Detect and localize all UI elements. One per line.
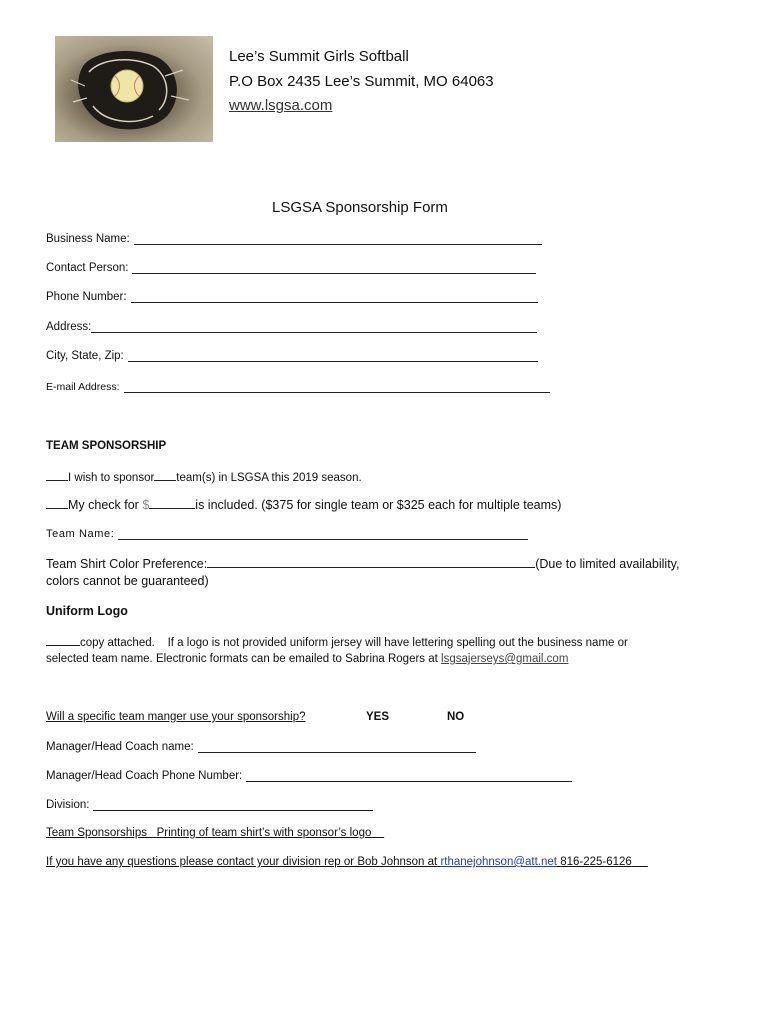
contact-person-line[interactable]: [132, 261, 536, 274]
business-name-field[interactable]: [46, 232, 542, 245]
division-line[interactable]: [93, 798, 373, 811]
contact-phone: 816-225-6126: [560, 856, 632, 868]
team-name-field[interactable]: [46, 527, 528, 540]
manager-question: Will a specific team manger use your sponsorship?: [46, 711, 306, 723]
website-link[interactable]: www.lsgsa.com: [229, 97, 333, 114]
uniform-logo-note: If a logo is not provided uniform jersey will have lettering spelling out the business name or: [167, 637, 628, 649]
contact-person-field[interactable]: [46, 261, 536, 274]
division-field[interactable]: [46, 798, 373, 811]
team-name-line[interactable]: [118, 527, 528, 540]
phone-number-field[interactable]: [46, 290, 538, 303]
form-title: LSGSA Sponsorship Form: [272, 199, 448, 216]
email-address-label: E-mail Address:: [46, 381, 120, 393]
city-state-zip-label: City, State, Zip:: [46, 350, 124, 362]
org-name: Lee’s Summit Girls Softball: [229, 48, 409, 65]
contact-email-link[interactable]: rthanejohnson@att.net: [440, 856, 557, 868]
manager-name-label: Manager/Head Coach name:: [46, 741, 194, 753]
team-sponsorships-line: [46, 827, 384, 839]
phone-number-label: Phone Number:: [46, 291, 127, 303]
uniform-logo-line-2-text: selected team name. Electronic formats can be emailed to Sabrina Rogers at: [46, 653, 438, 665]
sponsor-teams-line: [46, 469, 362, 484]
manager-name-field[interactable]: [46, 740, 476, 753]
shirt-color-line[interactable]: [207, 556, 535, 568]
address-field[interactable]: [46, 320, 537, 333]
shirt-color-field[interactable]: [46, 556, 679, 571]
copy-attached-blank[interactable]: [46, 634, 80, 646]
sponsor-text-1: I wish to sponsor: [68, 472, 155, 484]
check-amount-blank[interactable]: [149, 497, 195, 509]
softball-glove-icon: [55, 36, 213, 142]
shirt-color-note-2: colors cannot be guaranteed): [46, 574, 209, 588]
sponsor-text-2: team(s) in LSGSA this 2019 season.: [176, 472, 362, 484]
check-text-1: My check for: [68, 498, 139, 512]
sponsor-check-blank[interactable]: [46, 469, 68, 481]
uniform-logo-line-2: [46, 653, 568, 665]
shirt-color-note: (Due to limited availability,: [535, 557, 680, 571]
team-sponsorship-heading: TEAM SPONSORSHIP: [46, 440, 167, 452]
shirt-color-label: Team Shirt Color Preference:: [46, 557, 208, 571]
team-sponsorships-text: Team Sponsorships: [46, 827, 147, 839]
uniform-logo-heading: Uniform Logo: [46, 604, 128, 618]
check-blank[interactable]: [46, 497, 68, 509]
city-state-zip-line[interactable]: [128, 349, 538, 362]
manager-phone-field[interactable]: [46, 769, 572, 782]
phone-number-line[interactable]: [131, 290, 538, 303]
business-name-label: Business Name:: [46, 233, 130, 245]
no-option[interactable]: NO: [447, 711, 465, 723]
contact-info-line: [46, 856, 648, 868]
softball-glove-logo: [55, 36, 213, 142]
email-address-field[interactable]: [46, 380, 550, 393]
team-count-blank[interactable]: [154, 469, 176, 481]
jerseys-email-link[interactable]: lsgsajerseys@gmail.com: [441, 653, 569, 665]
manager-name-line[interactable]: [198, 740, 476, 753]
manager-phone-line[interactable]: [246, 769, 572, 782]
uniform-logo-line-1: [46, 634, 628, 649]
city-state-zip-field[interactable]: [46, 349, 538, 362]
check-line: [46, 497, 561, 512]
address-line[interactable]: [91, 320, 537, 333]
business-name-line[interactable]: [134, 232, 542, 245]
division-label: Division:: [46, 799, 90, 811]
contact-info-text: If you have any questions please contact your division rep or Bob Johnson at: [46, 856, 438, 868]
address-label: Address:: [46, 321, 92, 333]
check-text-2: is included. ($375 for single team or $325 each for multiple teams): [195, 498, 562, 512]
org-address: P.O Box 2435 Lee’s Summit, MO 64063: [229, 73, 494, 90]
email-address-line[interactable]: [124, 380, 550, 393]
contact-person-label: Contact Person:: [46, 262, 129, 274]
dollar-sign: $: [142, 498, 150, 512]
printing-text: Printing of team shirt’s with sponsor’s logo: [156, 827, 372, 839]
manager-phone-label: Manager/Head Coach Phone Number:: [46, 770, 243, 782]
copy-attached-text: copy attached.: [80, 637, 155, 649]
yes-option[interactable]: YES: [366, 711, 390, 723]
team-name-label: Team Name:: [46, 528, 115, 540]
